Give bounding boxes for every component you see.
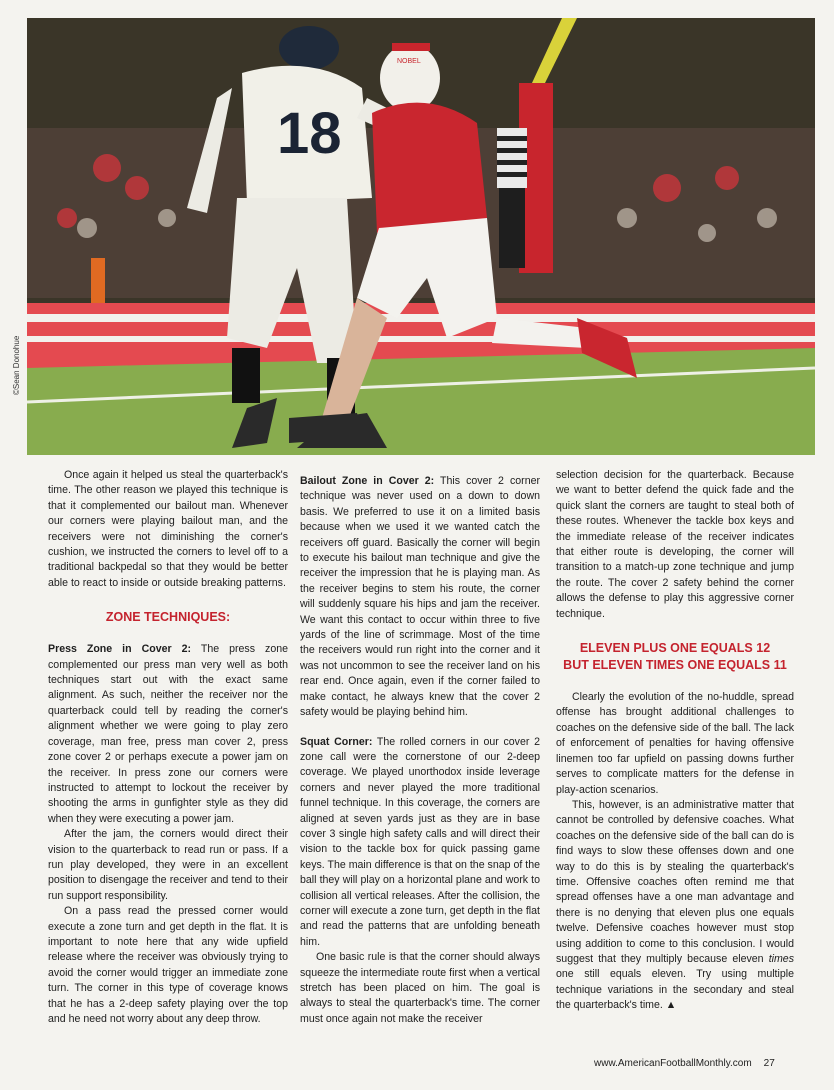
paragraph-text: one still equals eleven. Try using multiple technique variations in the secondary and steal the quarterback's time. ▲ — [556, 968, 794, 1012]
paragraph: One basic rule is that the corner should always squeeze the intermediate route first when a vertical stretch has been placed on him. The goal is always to steal the quarterback's time. The corner must once again not make the receiver — [300, 951, 540, 1025]
paragraph — [556, 798, 794, 1014]
paragraph — [300, 735, 540, 951]
section-heading-eleven — [556, 640, 794, 674]
heading-line-2: BUT ELEVEN TIMES ONE EQUALS 11 — [563, 658, 787, 673]
column-3 — [556, 468, 794, 1014]
football-photo — [27, 18, 815, 455]
emphasis: times — [768, 952, 794, 965]
photo-illustration — [27, 18, 815, 455]
paragraph-text: This, however, is an administrative matter that cannot be controlled by defensive coaches. What coaches on the defensive side of the ball can do is find ways to slow these offenses down and one way to do this is by stealing the quarterback's time. Offensive coaches often remind me that spread offenses have a one man advantage and there is no denying that eleven plus one equals twelve. Defensive coaches however must stop using addition to come to this conclusion. I would suggest that they multiply because eleven — [556, 798, 794, 965]
paragraph-text: The rolled corners in our cover 2 zone call were the cornerstone of our 2-deep coverage. We played unorthodox inside leverage corners and never played the more traditional funnel technique. In this coverage, the corners are aligned at seven yards just as they are in base cover 3 single high safety calls and will direct their vision to the tackle box for quick passing game keys. The main difference is that on the snap of the ball they will play on a horizontal plane and work to collision all vertical releases. After the collision, the corner will execute a zone turn, get depth in the flat and read the patterns that are unfolding beneath him. — [300, 735, 540, 948]
paragraph: After the jam, the corners would direct their vision to the quarterback to read run or pass. If a run play developed, they were in an excellent position to disengage the receiver and tend to their run support responsibility. — [48, 828, 288, 902]
column-2 — [300, 474, 540, 1027]
paragraph-text: This cover 2 corner technique was never used on a down to down basis. We preferred to use it on a limited basis because when we used it we wanted catch the receivers off guard. Basically the corner will begin to execute his bailout man technique and give the receiver the impression that he is playing man. As the receiver begins to stem his route, the corner will suddenly square his hips and jam the receiver. We want this contact to occur within three to five yards of the line of scrimmage. Most of the time the receivers would run right into the corner and it was not uncommon to see the receiver land on his rear end. Once again, even if the corner failed to make contact, he always knew that the cover 2 safety would be playing behind him. — [300, 475, 541, 719]
helmet-text: NOBEL — [397, 58, 421, 65]
paragraph: Clearly the evolution of the no-huddle, spread offense has brought additional challenges to coaches on the defensive side of the ball. The lack of enforcement of penalties for having offensive linemen too far upfield on passing downs further serves to complicate matters for the defense in play-action scenarios. — [556, 691, 794, 796]
lead-in: Squat Corner: — [300, 735, 373, 748]
photo-credit: ©Sean Donohue — [12, 335, 21, 395]
footer-url: www.AmericanFootballMonthly.com — [594, 1058, 752, 1069]
paragraph — [300, 474, 540, 721]
paragraph: selection decision for the quarterback. Because we want to better defend the quick fade and the quick slant the corners are taught to steal both of these routes. Whenever the tackle box keys and the immediate release of the receiver indicates that either route is developing, the corner will transition to a match-up zone technique and jump the route. The cover 2 safety behind the corner allows the defense to play this aggressive corner technique. — [556, 469, 794, 620]
paragraph — [48, 642, 288, 827]
page-number: 27 — [763, 1058, 775, 1069]
paragraph: On a pass read the pressed corner would execute a zone turn and get depth in the flat. It is important to note here that any wide upfield release where the receiver was obviously trying to avoid the corner would trigger an immediate zone turn. The corner in this type of coverage knows that he has a 2-deep safety playing over the top and he need not worry about any deep throw. — [48, 905, 288, 1025]
heading-line-1: ELEVEN PLUS ONE EQUALS 12 — [579, 641, 771, 656]
lead-in: Press Zone in Cover 2: — [48, 643, 192, 656]
paragraph-text: The press zone complemented our press man very well as both techniques start out with the exact same alignment. As such, neither the receiver nor the quarterback could tell by reading the corner's alignment whether we were going to play zero coverage, man free, press man cover 2, press zone cover 2 or perhaps execute a power jam on the receiver. In press zone our corners were instructed to attempt to lockout the receiver by shooting the arms in gunfighter style as they did when they were executing a power jam. — [48, 643, 288, 825]
jersey-number: 18 — [277, 101, 342, 166]
column-1 — [48, 468, 288, 1027]
paragraph: Once again it helped us steal the quarterback's time. The other reason we played this technique is that it complemented our bailout man. Whenever our corners were playing bailout man, and the receivers were not diminishing the corner's cushion, we instructed the corners to level off to a traditional backpedal so that they would be better able to react to inside or outside breaking patterns. — [48, 469, 288, 589]
page-footer — [594, 1058, 775, 1069]
lead-in: Bailout Zone in Cover 2: — [300, 475, 435, 487]
section-heading-zone-techniques: ZONE TECHNIQUES: — [105, 610, 231, 625]
